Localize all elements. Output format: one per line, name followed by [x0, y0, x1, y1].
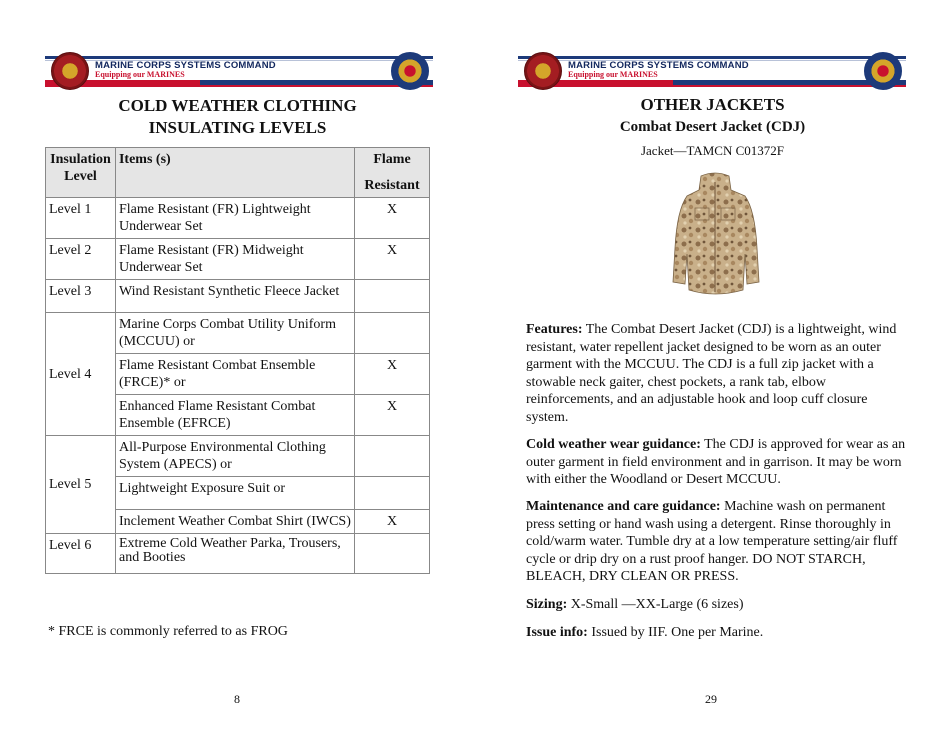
- fr-cell: [355, 534, 430, 574]
- item-cell: All-Purpose Environmental Clothing System (APECS) or: [115, 436, 354, 477]
- banner-subtitle: Equipping our MARINES: [95, 70, 185, 79]
- fr-cell: [355, 436, 430, 477]
- maintenance-paragraph: [526, 498, 906, 586]
- fr-cell: X: [355, 510, 430, 534]
- banner-subtitle: Equipping our MARINES: [568, 70, 658, 79]
- header-level-line1: Insulation: [50, 152, 111, 167]
- maintenance-text: Machine wash on permanent press setting or hand wash using a detergent. Rinse thoroughly in cold/warm water. Tumble dry at a low temperature setting/air fluff cycle or drip dry on a rust proof hanger. DO NOT STARCH, BLEACH, DRY CLEAN OR PRESS.: [526, 499, 898, 584]
- header-flame-resistant: [355, 148, 430, 198]
- fr-cell: X: [355, 198, 430, 239]
- item-cell: Flame Resistant Combat Ensemble (FRCE)* or: [115, 354, 354, 395]
- sizing-text: X-Small —XX-Large (6 sizes): [570, 597, 744, 612]
- item-cell: Inclement Weather Combat Shirt (IWCS): [115, 510, 354, 534]
- page-number: 8: [234, 692, 240, 706]
- tamcn-label: Jacket—TAMCN C01372F: [640, 143, 785, 158]
- item-cell: Flame Resistant (FR) Lightweight Underwear Set: [115, 198, 354, 239]
- fr-cell: [355, 280, 430, 313]
- fr-cell: X: [355, 354, 430, 395]
- features-label: Features:: [526, 322, 583, 337]
- issue-info-paragraph: [526, 624, 906, 642]
- sizing-paragraph: [526, 596, 906, 614]
- cold-weather-label: Cold weather wear guidance:: [526, 437, 701, 452]
- footnote: * FRCE is commonly referred to as FROG: [48, 624, 288, 639]
- page-title-line1: COLD WEATHER CLOTHING: [118, 96, 357, 115]
- page-number: 29: [705, 692, 717, 706]
- table-row: [46, 198, 430, 239]
- banner-title: MARINE CORPS SYSTEMS COMMAND: [568, 60, 749, 71]
- cold-weather-text: The CDJ is approved for wear as an outer garment in field environment and in garrison. It may be worn with either the Woodland or Desert MCCUU.: [526, 437, 906, 487]
- table-header-row: [46, 148, 430, 198]
- right-page: [475, 0, 950, 733]
- fr-cell: [355, 477, 430, 510]
- banner-title: MARINE CORPS SYSTEMS COMMAND: [95, 60, 276, 71]
- page-title-line2: INSULATING LEVELS: [148, 118, 327, 137]
- header-level-line2: Level: [64, 169, 97, 184]
- header-insulation-level: [46, 148, 116, 198]
- insulating-levels-table: [45, 147, 430, 574]
- features-text: The Combat Desert Jacket (CDJ) is a lightweight, wind resistant, water repellent jacket designed to be worn as an outer garment with the MCCUU. The CDJ is a full zip jacket with a stowable neck gaiter, chest pockets, a rank tab, elbow reinforcements, and an adjustable hook and loop cuff closure system.: [526, 322, 897, 425]
- item-cell: Lightweight Exposure Suit or: [115, 477, 354, 510]
- table-row: [46, 280, 430, 313]
- table-row: [46, 534, 430, 574]
- page-subtitle: Combat Desert Jacket (CDJ): [619, 119, 806, 135]
- usmc-emblem-icon: [51, 52, 89, 90]
- header-fr-line1: Flame: [373, 152, 411, 167]
- item-cell: Flame Resistant (FR) Midweight Underwear Set: [115, 239, 354, 280]
- fr-cell: [355, 313, 430, 354]
- table-row: [46, 239, 430, 280]
- sizing-label: Sizing:: [526, 597, 568, 612]
- mcsc-banner: [518, 52, 906, 88]
- item-cell: Extreme Cold Weather Parka, Trousers, and Booties: [115, 534, 354, 574]
- header-items: Items (s): [115, 148, 354, 198]
- level-cell: Level 5: [46, 436, 116, 534]
- item-cell: Enhanced Flame Resistant Combat Ensemble (EFRCE): [115, 395, 354, 436]
- table-row: [46, 436, 430, 477]
- maintenance-label: Maintenance and care guidance:: [526, 499, 721, 514]
- mcsc-banner: [45, 52, 433, 88]
- usmc-emblem-icon: [524, 52, 562, 90]
- page-title: OTHER JACKETS: [640, 95, 785, 114]
- cold-weather-paragraph: [526, 436, 906, 489]
- issue-info-label: Issue info:: [526, 625, 588, 640]
- level-cell: Level 2: [46, 239, 116, 280]
- mcsc-seal-icon: [391, 52, 429, 90]
- level-cell: Level 4: [46, 313, 116, 436]
- level-cell: Level 3: [46, 280, 116, 313]
- header-fr-line2: Resistant: [364, 178, 420, 193]
- item-cell: Marine Corps Combat Utility Uniform (MCCUU) or: [115, 313, 354, 354]
- fr-cell: X: [355, 239, 430, 280]
- combat-desert-jacket-image: [667, 170, 763, 300]
- issue-info-text: Issued by IIF. One per Marine.: [591, 625, 764, 640]
- level-cell: Level 6: [46, 534, 116, 574]
- level-cell: Level 1: [46, 198, 116, 239]
- mcsc-seal-icon: [864, 52, 902, 90]
- item-cell: Wind Resistant Synthetic Fleece Jacket: [115, 280, 354, 313]
- table-row: [46, 313, 430, 354]
- fr-cell: X: [355, 395, 430, 436]
- features-paragraph: [526, 321, 906, 426]
